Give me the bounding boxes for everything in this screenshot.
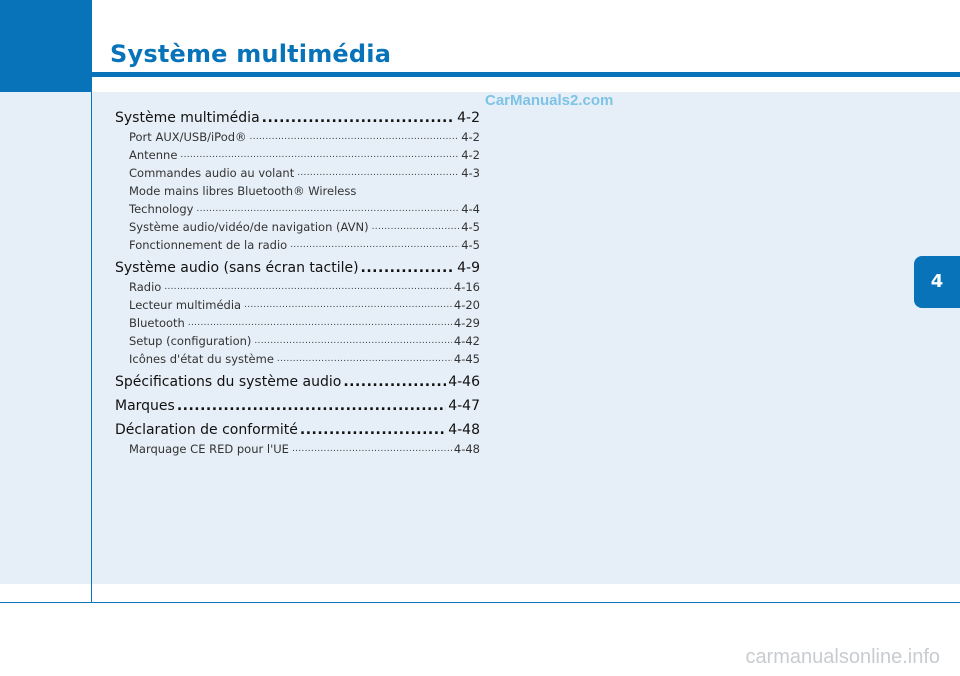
toc-item-icones[interactable]: Icônes d'état du système ..... 4-45 [115,350,480,368]
toc-section-multimedia[interactable]: Système multimédia ..... 4-2 [115,108,480,128]
toc-item-bluetooth[interactable]: Bluetooth ..... 4-29 [115,314,480,332]
toc-section-declaration[interactable]: Déclaration de conformité ..... 4-48 [115,420,480,440]
toc-item-bluetooth-line1[interactable]: Mode mains libres Bluetooth® Wireless [129,184,357,198]
toc-section-specifications[interactable]: Spécifications du système audio ..... 4-46 [115,372,480,392]
title-underline [92,72,960,77]
toc-item-radio-operation[interactable]: Fonctionnement de la radio ..... 4-5 [115,236,480,254]
page-title: Système multimédia [110,40,392,68]
watermark-top: CarManuals2.com [485,92,614,109]
toc-item-setup[interactable]: Setup (configuration) ..... 4-42 [115,332,480,350]
toc-item-ce-red[interactable]: Marquage CE RED pour l'UE ..... 4-48 [115,440,480,458]
toc-item-radio[interactable]: Radio ..... 4-16 [115,278,480,296]
side-band [0,92,92,584]
corner-block [0,0,92,92]
toc-item-bluetooth-technology[interactable]: Technology ..... 4-4 [115,200,480,218]
toc-item-aux-usb-ipod[interactable]: Port AUX/USB/iPod® ..... 4-2 [115,128,480,146]
toc-item-lecteur[interactable]: Lecteur multimédia ..... 4-20 [115,296,480,314]
table-of-contents [115,108,480,458]
toc-section-marques[interactable]: Marques ..... 4-47 [115,396,480,416]
toc-item-avn[interactable]: Système audio/vidéo/de navigation (AVN) ..... 4-5 [115,218,480,236]
bottom-rule [0,602,960,603]
toc-item-antenne[interactable]: Antenne ..... 4-2 [115,146,480,164]
watermark-bottom: carmanualsonline.info [745,646,940,668]
chapter-tab[interactable]: 4 [914,256,960,308]
margin-line [91,0,92,603]
toc-item-commandes-audio[interactable]: Commandes audio au volant ..... 4-3 [115,164,480,182]
toc-section-audio[interactable]: Système audio (sans écran tactile) ..... 4-9 [115,258,480,278]
